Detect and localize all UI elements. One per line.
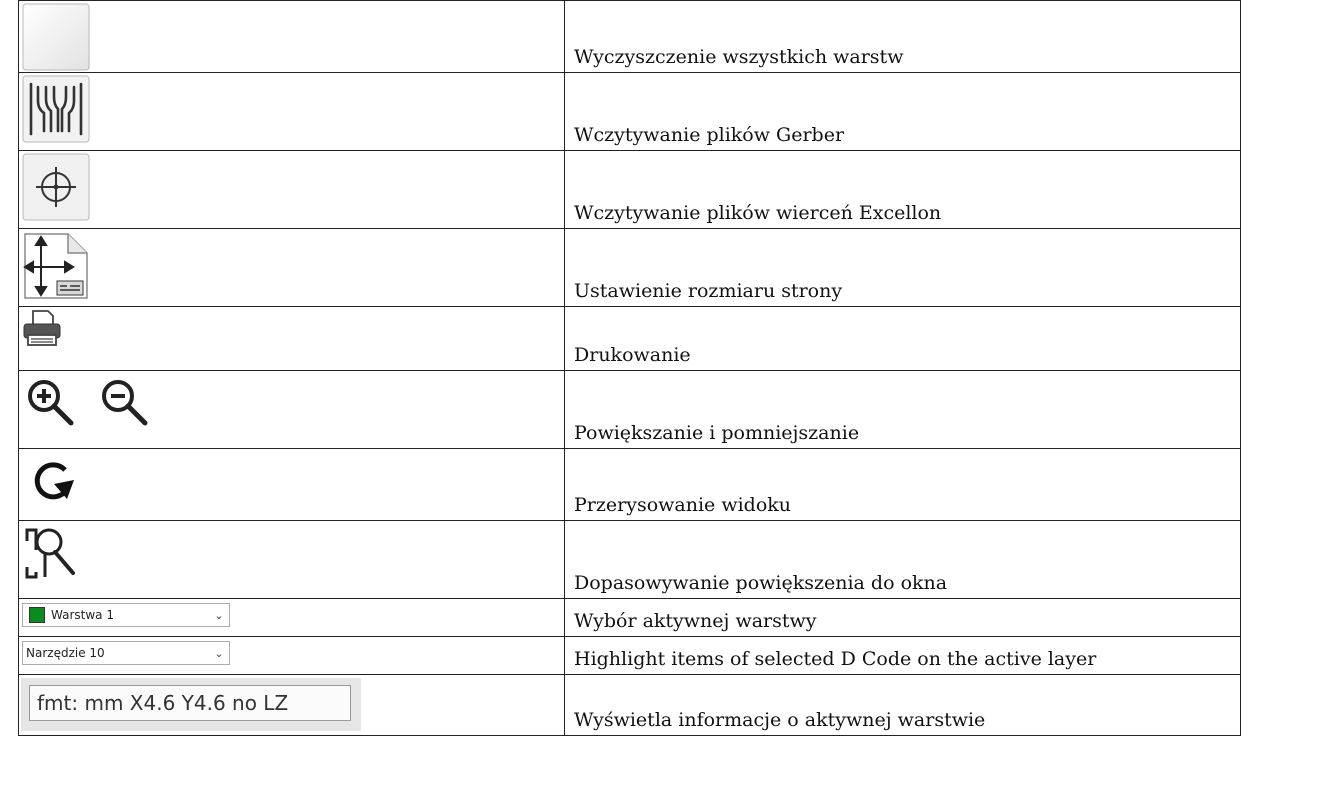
dcode-select-value: Narzędzie 10 [26,646,105,660]
toolbar-reference-table [18,0,1241,736]
table-row [19,307,1241,371]
chevron-down-icon[interactable]: ⌄ [214,646,224,660]
row-description: Highlight items of selected D Code on the active layer [574,648,1097,670]
table-row [19,229,1241,307]
table-row [19,675,1241,736]
layer-info-box: fmt: mm X4.6 Y4.6 no LZ [29,685,351,721]
redraw-icon[interactable] [27,457,77,507]
table-row [19,637,1241,675]
layer-info-panel [21,678,361,731]
zoom-fit-icon[interactable] [25,525,81,581]
print-icon[interactable] [22,309,62,347]
row-description: Ustawienie rozmiaru strony [574,280,843,302]
row-description: Wybór aktywnej warstwy [574,610,817,632]
row-description: Wyczyszczenie wszystkich warstw [574,46,904,68]
chevron-down-icon[interactable]: ⌄ [214,608,224,622]
table-row [19,73,1241,151]
table-row [19,1,1241,73]
row-description: Przerysowanie widoku [574,494,792,516]
row-description: Dopasowywanie powiększenia do okna [574,572,948,594]
table-row [19,521,1241,599]
load-gerber-icon[interactable] [22,75,90,143]
row-description: Wyświetla informacje o aktywnej warstwie [574,709,986,731]
row-description: Powiększanie i pomniejszanie [574,422,860,444]
dcode-select-combo[interactable] [22,641,230,665]
row-description: Wczytywanie plików wierceń Excellon [574,202,942,224]
clear-layers-icon[interactable] [22,3,90,71]
page-size-icon[interactable] [22,231,90,301]
table-row [19,599,1241,637]
zoom-icons [25,377,570,427]
zoom-out-icon[interactable] [99,377,159,427]
table-row [19,449,1241,521]
row-description: Wczytywanie plików Gerber [574,124,845,146]
layer-select-combo[interactable] [22,603,230,627]
table-row [19,371,1241,449]
layer-select-value: Warstwa 1 [51,608,114,622]
table-row [19,151,1241,229]
load-excellon-drill-icon[interactable] [22,153,90,221]
layer-color-swatch [29,607,45,623]
zoom-in-icon[interactable] [25,377,85,427]
row-description: Drukowanie [574,344,691,366]
